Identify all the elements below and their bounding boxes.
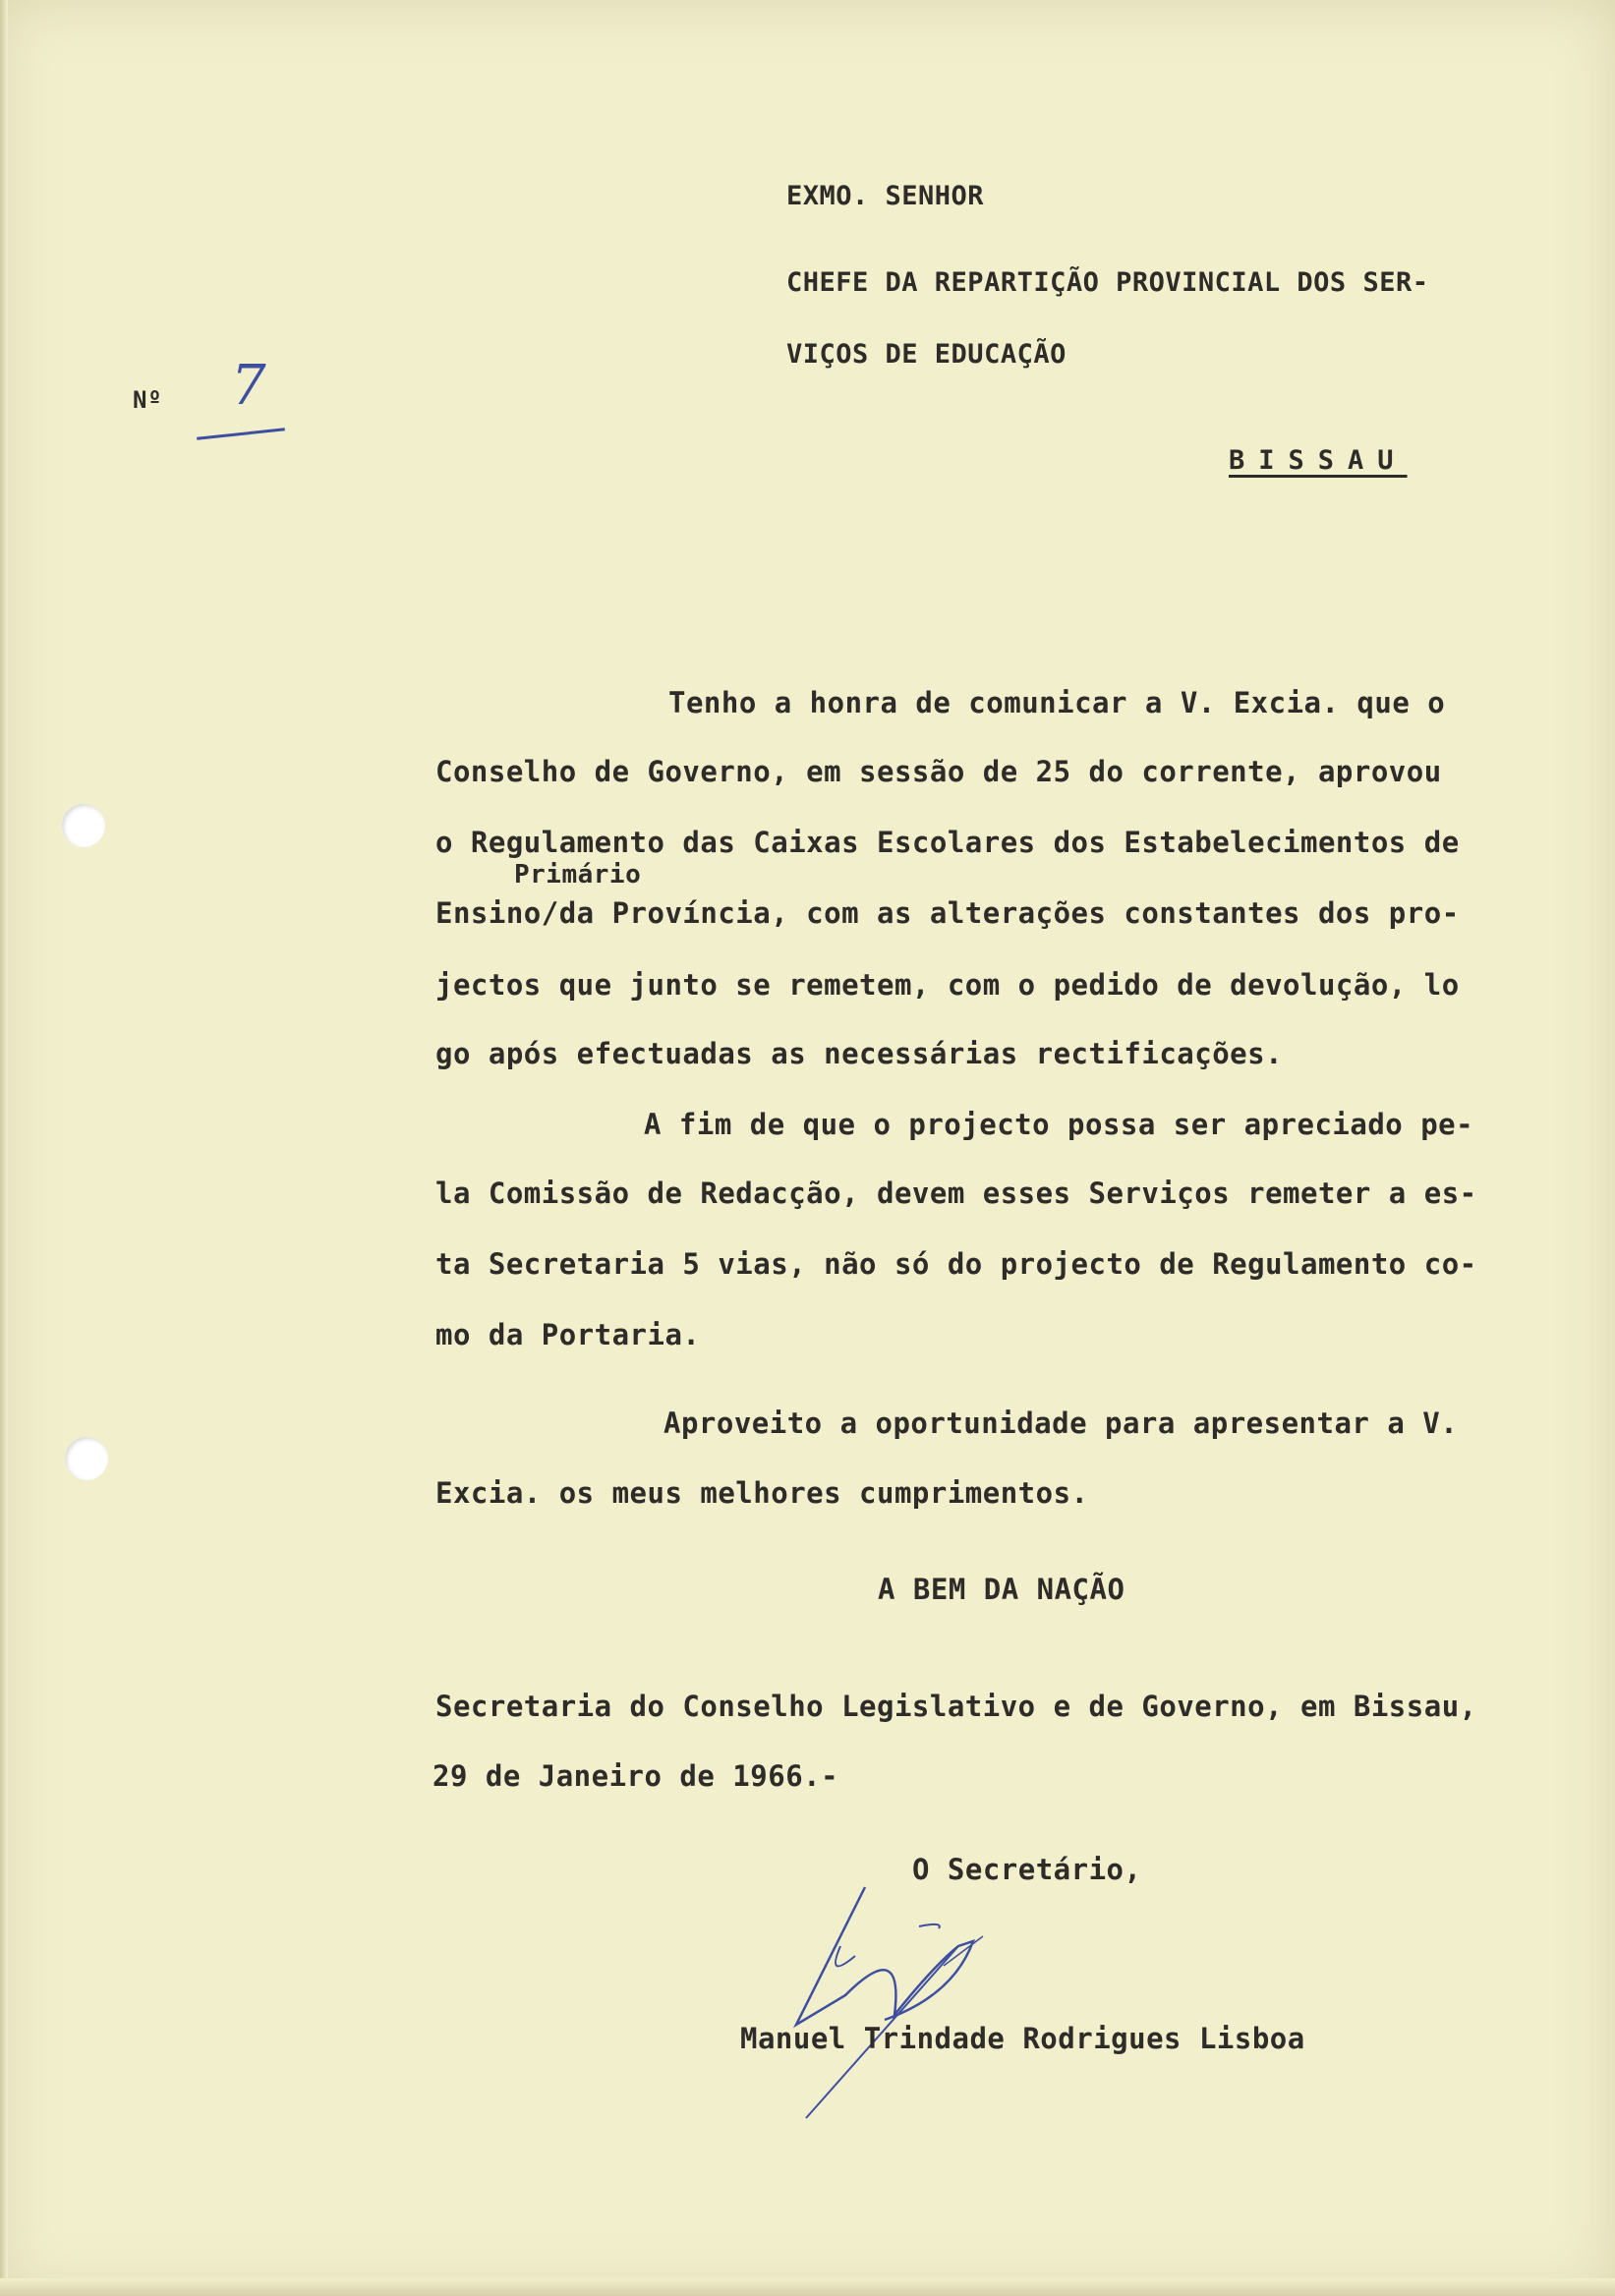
paper-left-edge [0, 0, 8, 2296]
paragraph-1-line-1: Tenho a honra de comunicar a V. Excia. que o [668, 686, 1446, 719]
paper-bottom-edge [0, 2278, 1615, 2296]
paragraph-2-line-4: mo da Portaria. [435, 1318, 701, 1351]
paragraph-1-insertion: Primário [514, 860, 642, 890]
addressee-line-1: CHEFE DA REPARTIÇÃO PROVINCIAL DOS SER- [786, 267, 1429, 298]
paragraph-2-line-2: la Comissão de Redacção, devem esses Serviços remeter a es- [435, 1177, 1477, 1210]
punch-hole-bottom [65, 1437, 108, 1480]
salutation: EXMO. SENHOR [786, 181, 985, 211]
reference-number: 7 [231, 354, 266, 418]
paragraph-2-line-1: A fim de que o projecto possa ser apreciado pe- [644, 1108, 1474, 1141]
paragraph-3-line-2: Excia. os meus melhores cumprimentos. [435, 1476, 1089, 1510]
signatory-name: Manuel Trindade Rodrigues Lisboa [740, 2022, 1305, 2055]
paragraph-1-line-3: o Regulamento das Caixas Escolares dos Estabelecimentos de [435, 826, 1460, 859]
place-date-line: 29 de Janeiro de 1966.- [433, 1759, 839, 1793]
paragraph-3-line-1: Aproveito a oportunidade para apresentar a V. [663, 1406, 1459, 1440]
paragraph-1-line-6: go após efectuadas as necessárias rectificações. [435, 1037, 1284, 1070]
signatory-title: O Secretário, [912, 1853, 1142, 1886]
paragraph-1-line-2: Conselho de Governo, em sessão de 25 do corrente, aprovou [435, 755, 1442, 788]
handwritten-signature [786, 1848, 1081, 2143]
paragraph-1-line-5: jectos que junto se remetem, com o pedido de devolução, lo [435, 968, 1460, 1002]
city-name: BISSAU [1229, 445, 1408, 476]
paragraph-1-line-4: Ensino/da Província, com as alterações constantes dos pro- [435, 896, 1460, 930]
punch-hole-top [62, 804, 105, 847]
reference-label: Nº [133, 386, 162, 414]
closing-motto: A BEM DA NAÇÃO [878, 1573, 1125, 1606]
addressee-line-2: VIÇOS DE EDUCAÇÃO [786, 339, 1067, 370]
paragraph-2-line-3: ta Secretaria 5 vias, não só do projecto de Regulamento co- [435, 1247, 1477, 1281]
place-line-1: Secretaria do Conselho Legislativo e de Governo, em Bissau, [435, 1690, 1477, 1723]
